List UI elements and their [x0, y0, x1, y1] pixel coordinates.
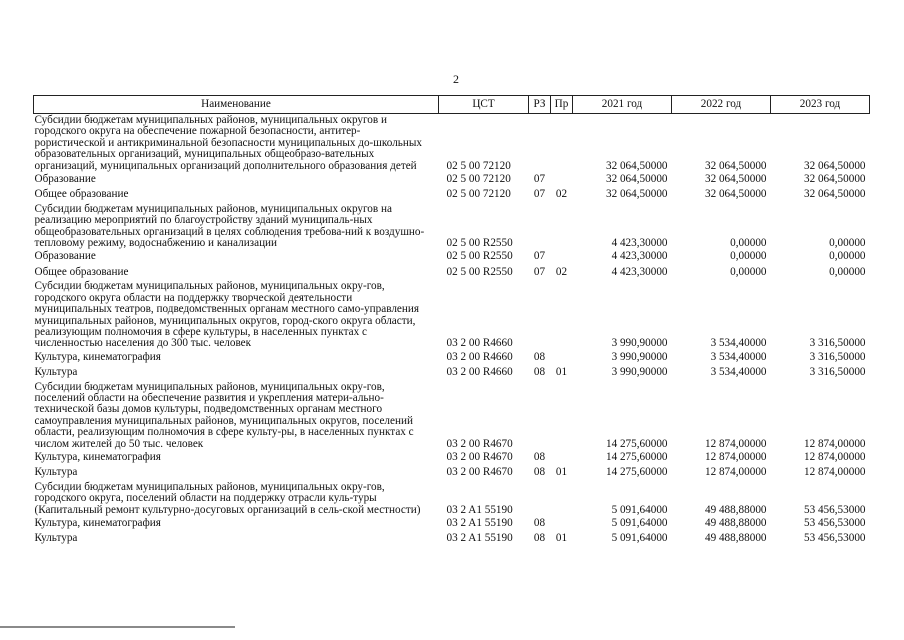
row-2021: 4 423,30000: [611, 237, 668, 250]
row-rz: 08: [533, 450, 546, 463]
row-2023: 12 874,00000: [803, 450, 866, 463]
row-2021: 32 064,50000: [605, 188, 668, 201]
row-2023: 32 064,50000: [803, 188, 866, 201]
row-rz: 07: [533, 250, 546, 263]
row-2022: 12 874,00000: [704, 466, 767, 479]
row-2022: 0,00000: [730, 250, 767, 263]
row-pr: 01: [555, 532, 568, 545]
budget-table: [33, 95, 870, 547]
table-row: [34, 450, 870, 465]
row-name: Образование: [34, 173, 96, 186]
table-row-subsidy: [34, 114, 870, 173]
row-2023: 32 064,50000: [803, 159, 866, 172]
row-2021: 3 990,90000: [611, 337, 668, 350]
table-row: [34, 265, 870, 280]
row-name: Культура, кинематография: [34, 517, 161, 529]
row-2022: 32 064,50000: [704, 173, 767, 186]
row-pr: [551, 350, 573, 365]
row-cst: 02 5 00 R2550: [446, 237, 513, 250]
row-name: Субсидии бюджетам муниципальных районов, муниципальных округов на реализацию мероприятий по благоустройству зданий муниципаль-ных общеобразовательных организаций в целях соблюдения требова-ний к воздушно-тепловому режиму, водоснабжению и канализации: [34, 202, 425, 250]
row-2023: 12 874,00000: [803, 466, 866, 479]
row-pr: 02: [555, 188, 568, 201]
row-2021: 5 091,64000: [611, 503, 668, 516]
row-2022: 49 488,88000: [704, 532, 767, 545]
row-2021: 3 990,90000: [611, 366, 668, 379]
table-row-subsidy: [34, 203, 870, 250]
row-2022: 3 534,40000: [710, 337, 767, 350]
table-row: [34, 531, 870, 546]
header-2021: 2021 год: [573, 96, 672, 114]
row-name: Культура, кинематография: [34, 450, 161, 463]
row-cst: 03 2 00 R4670: [446, 466, 513, 479]
table-row-subsidy: [34, 280, 870, 349]
row-pr: [551, 249, 573, 264]
row-name: Субсидии бюджетам муниципальных районов, муниципальных окру-гов, городского округа, поселений области на поддержку отрасли куль-туры (Капитальный ремонт культурно-досуговых организаций в сель-ской местности): [34, 480, 421, 516]
row-2021: 14 275,60000: [605, 450, 668, 463]
row-pr: 02: [555, 265, 568, 278]
row-cst: 02 5 00 72120: [446, 173, 511, 186]
row-cst: 03 2 00 R4660: [446, 337, 513, 350]
header-2023: 2023 год: [771, 96, 870, 114]
row-pr: [551, 114, 573, 173]
row-name: Общее образование: [34, 188, 129, 201]
row-2021: 32 064,50000: [605, 159, 668, 172]
table-row: [34, 516, 870, 531]
row-cst: 02 5 00 R2550: [446, 250, 513, 263]
row-pr: [551, 481, 573, 516]
row-cst: 03 2 00 R4660: [446, 350, 513, 363]
row-2023: 53 456,53000: [803, 517, 866, 529]
row-cst: 02 5 00 72120: [446, 188, 511, 201]
row-2021: 3 990,90000: [611, 350, 668, 363]
row-2021: 4 423,30000: [611, 265, 668, 278]
row-rz: [529, 280, 551, 349]
row-pr: [551, 203, 573, 250]
row-2021: 5 091,64000: [611, 532, 668, 545]
row-name: Культура: [34, 466, 78, 479]
row-2022: 3 534,40000: [710, 366, 767, 379]
page-number: [0, 72, 904, 86]
table-row: [34, 350, 870, 365]
page-number-text: 2: [453, 72, 459, 86]
header-rz: РЗ: [529, 96, 551, 114]
row-2023: 0,00000: [829, 237, 866, 250]
table-header-row: [34, 96, 870, 114]
table-row: [34, 187, 870, 202]
row-2022: 12 874,00000: [704, 450, 767, 463]
row-2023: 3 316,50000: [809, 337, 866, 350]
row-2022: 0,00000: [730, 265, 767, 278]
row-2022: 3 534,40000: [710, 350, 767, 363]
row-2023: 0,00000: [829, 265, 866, 278]
row-2022: 12 874,00000: [704, 437, 767, 450]
row-2023: 3 316,50000: [809, 350, 866, 363]
row-pr: [551, 381, 573, 450]
row-name: Субсидии бюджетам муниципальных районов, муниципальных окру-гов, городского округа области на поддержку творческой деятельности муниципальных театров, подведомственных органам местного само-управления муниципальных районов, муниципальных округов, город-ского округа области, реализующим полномочия в сфере культуры, в населенных пунктах с численностью населения до 300 тыс. человек: [34, 280, 420, 350]
row-cst: 02 5 00 R2550: [446, 265, 513, 278]
row-cst: 03 2 A1 55190: [446, 517, 513, 529]
row-2021: 32 064,50000: [605, 173, 668, 186]
row-2023: 0,00000: [829, 250, 866, 263]
row-2021: 14 275,60000: [605, 466, 668, 479]
row-pr: [551, 450, 573, 465]
table-row: [34, 172, 870, 187]
row-2021: 14 275,60000: [605, 437, 668, 450]
row-rz: 08: [533, 532, 546, 545]
table-body: [34, 114, 870, 547]
row-name: Субсидии бюджетам муниципальных районов, муниципальных округов и городского округа на обеспечение пожарной безопасности, антитер-рористической и антикриминальной безопасности муниципальных до-школьных образовательных организаций, муниципальных общеобразо-вательных организаций, муниципальных организаций дополнительного образования детей: [34, 114, 422, 172]
table-row: [34, 465, 870, 480]
row-cst: 03 2 A1 55190: [446, 532, 513, 545]
row-2023: 32 064,50000: [803, 173, 866, 186]
row-2022: 32 064,50000: [704, 188, 767, 201]
row-rz: 08: [533, 350, 546, 363]
row-name: Образование: [34, 250, 96, 263]
row-name: Субсидии бюджетам муниципальных районов, муниципальных окру-гов, поселений области на обеспечение развития и укрепления матери-ально-технической базы домов культуры, подведомственных органам местного самоуправления муниципальных районов, муниципальных округов, поселений области, реализующим полномочия в сфере культу-ры, в населенных пунктах с числом жителей до 50 тыс. человек: [34, 380, 414, 450]
row-rz: [529, 381, 551, 450]
table-row-subsidy: [34, 481, 870, 516]
row-name: Общее образование: [34, 265, 129, 278]
row-rz: 07: [533, 265, 546, 278]
header-cst: ЦСТ: [439, 96, 529, 114]
row-pr: [551, 172, 573, 187]
row-cst: 03 2 00 R4670: [446, 437, 513, 450]
header-name: Наименование: [34, 96, 439, 114]
row-pr: 01: [555, 466, 568, 479]
row-2021: 4 423,30000: [611, 250, 668, 263]
row-rz: [529, 481, 551, 516]
row-2022: 49 488,88000: [704, 517, 767, 529]
table-row-subsidy: [34, 381, 870, 450]
row-rz: 08: [533, 517, 546, 529]
table-row: [34, 365, 870, 380]
row-2023: 3 316,50000: [809, 366, 866, 379]
row-cst: 02 5 00 72120: [446, 159, 511, 172]
row-rz: [529, 114, 551, 173]
header-2022: 2022 год: [672, 96, 771, 114]
row-name: Культура, кинематография: [34, 350, 161, 363]
row-pr: 01: [555, 366, 568, 379]
row-2023: 12 874,00000: [803, 437, 866, 450]
bottom-divider: [0, 626, 235, 628]
row-rz: 08: [533, 366, 546, 379]
row-pr: [551, 516, 573, 531]
row-rz: 07: [533, 188, 546, 201]
row-2022: 32 064,50000: [704, 159, 767, 172]
row-2022: 49 488,88000: [704, 503, 767, 516]
row-cst: 03 2 A1 55190: [446, 503, 513, 516]
row-2023: 53 456,53000: [803, 532, 866, 545]
row-2022: 0,00000: [730, 237, 767, 250]
row-cst: 03 2 00 R4670: [446, 450, 513, 463]
row-rz: 07: [533, 173, 546, 186]
row-rz: [529, 203, 551, 250]
row-rz: 08: [533, 466, 546, 479]
row-name: Культура: [34, 366, 78, 379]
table-row: [34, 249, 870, 264]
header-pr: Пр: [551, 96, 573, 114]
row-2021: 5 091,64000: [611, 517, 668, 529]
row-pr: [551, 280, 573, 349]
row-2023: 53 456,53000: [803, 503, 866, 516]
row-name: Культура: [34, 532, 78, 545]
row-cst: 03 2 00 R4660: [446, 366, 513, 379]
